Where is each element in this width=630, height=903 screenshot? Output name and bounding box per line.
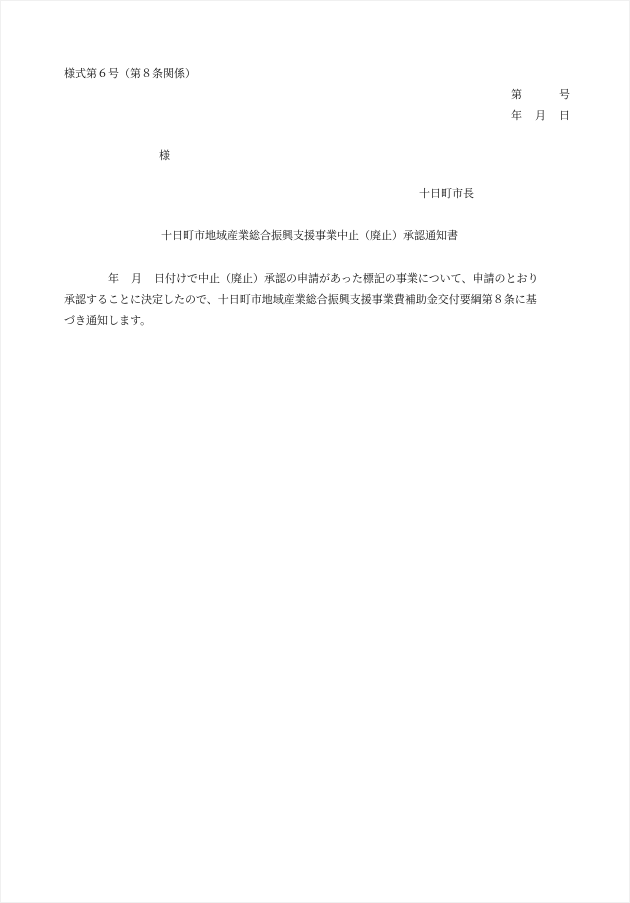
body-paragraph: [64, 268, 572, 331]
document-title: 十日町市地域産業総合振興支援事業中止（廃止）承認通知書: [161, 229, 458, 242]
issuer-name: 十日町市長: [419, 187, 474, 200]
document-number-suffix: 号: [559, 88, 570, 101]
body-line-2: 承認することに決定したので、十日町市地域産業総合振興支援事業費補助金交付要綱第８条に基: [64, 293, 537, 306]
document-number-label: 第: [511, 88, 522, 101]
form-number: 様式第６号（第８条関係）: [64, 67, 196, 80]
body-line-3: づき通知します。: [64, 314, 152, 327]
body-line-1: [64, 268, 572, 289]
date-year-label: 年: [511, 109, 522, 122]
body-line-1-text: 日付けで中止（廃止）承認の申請があった標記の事業について、申請のとおり: [154, 272, 539, 285]
date-month-label: 月: [535, 109, 546, 122]
body-month-label: 月: [131, 272, 142, 285]
date-day-label: 日: [559, 109, 570, 122]
body-year-label: 年: [108, 272, 119, 285]
addressee-honorific: 様: [159, 149, 170, 162]
